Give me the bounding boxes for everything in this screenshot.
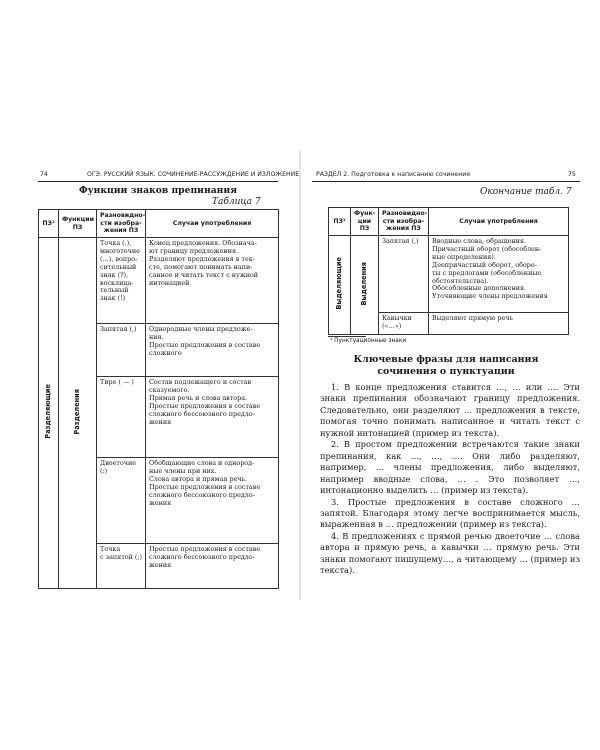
cell-line: («…»): [382, 321, 402, 330]
key-phrases-text: [320, 382, 580, 577]
left-header-rule: [38, 181, 278, 182]
cell-line: Точка (.),: [100, 239, 132, 247]
cell-line: Простые предложения в составе: [149, 401, 261, 410]
cell-line: ют границу предложения.: [149, 246, 239, 255]
cell-line: Однородные члены предложе-: [149, 325, 253, 333]
cell-line: знак (?),: [100, 270, 129, 279]
cell-line: тельный: [100, 286, 129, 295]
cell-line: санное и читать текст с нужной: [149, 270, 259, 279]
cell-line: многоточие: [100, 246, 140, 255]
left-table-header-row: [39, 210, 279, 238]
header-functions: Функ-ции ПЗ: [351, 208, 379, 236]
function-label: Разделения: [72, 388, 81, 435]
table-row: [39, 238, 279, 324]
cell-line: Прямая речь и слова автора.: [149, 393, 248, 402]
mark-cell: [97, 324, 146, 377]
usage-cell: [429, 236, 569, 313]
left-table-title: Функции знаков препинания: [79, 185, 237, 196]
left-page-number: 74: [40, 171, 48, 178]
cell-line: жения: [149, 417, 172, 426]
cell-line: ты с предлогами (обособленные: [432, 268, 542, 277]
usage-cell: [146, 544, 279, 589]
cell-line: Простые предложения в составе: [149, 340, 261, 349]
cell-line: Запятая (,): [100, 325, 137, 333]
mark-cell: [379, 236, 429, 313]
cell-line: сительный: [100, 262, 137, 271]
cell-line: с запятой (;): [100, 552, 143, 561]
cell-line: сложного бессоюзного предло-: [149, 490, 255, 499]
cell-line: ния.: [149, 332, 164, 341]
cell-line: обстоятельства).: [432, 276, 489, 285]
left-punctuation-table: [38, 209, 279, 589]
header-usage: Случаи употребления: [146, 210, 279, 238]
left-table-label: Таблица 7: [212, 197, 261, 207]
mark-cell: [97, 238, 146, 324]
cell-line: сложного бессоюзного предло-: [149, 552, 255, 561]
right-header-rule: [312, 181, 580, 182]
cell-line: Разделяют предложения в тек-: [149, 254, 255, 263]
cell-line: Конец предложения. Обознача-: [149, 239, 257, 247]
footnote-rule: [328, 336, 366, 337]
group-label: Выделяющие: [334, 257, 343, 310]
header-pz: ПЗ¹: [329, 208, 351, 236]
cell-line: сте, помогают понимать напи-: [149, 262, 253, 271]
section-title-line: Ключевые фразы для написания: [353, 354, 539, 365]
right-punctuation-table: [328, 207, 569, 335]
cell-line: Уточняющие члены предложения: [432, 292, 548, 301]
table-row: [329, 236, 569, 313]
cell-line: Деепричастный оборот, оборо-: [432, 260, 537, 269]
right-table-header-row: [329, 208, 569, 236]
header-functions: Функции ПЗ: [59, 210, 97, 238]
cell-line: Запятая (,): [382, 237, 419, 245]
cell-line: Простые предложения в составе: [149, 482, 261, 491]
cell-line: Простые предложения в составе: [149, 545, 261, 553]
cell-line: Тире ( — ): [100, 378, 134, 386]
function-cell: [351, 236, 379, 335]
section-title: [312, 354, 580, 378]
cell-line: Обобщающие слова и однород-: [149, 459, 255, 467]
cell-line: сложного бессоюзного предло-: [149, 409, 255, 418]
usage-cell: [146, 458, 279, 544]
cell-line: жения: [149, 498, 172, 507]
group-cell: [329, 236, 351, 335]
header-variants: Разновидно-сти изобра-жения ПЗ: [379, 208, 429, 236]
function-label: Выделения: [359, 261, 368, 306]
cell-line: Двоеточие (:): [100, 459, 137, 475]
footnote: ¹ Пунктуационные знаки: [330, 338, 407, 344]
mark-cell: [97, 544, 146, 589]
mark-cell: [97, 377, 146, 458]
cell-line: восклица-: [100, 278, 134, 287]
cell-line: Обособленные дополнения.: [432, 284, 527, 293]
left-running-head: ОГЭ. РУССКИЙ ЯЗЫК. СОЧИНЕНИЕ-РАССУЖДЕНИЕ И ИЗЛОЖЕНИЕ: [87, 171, 300, 178]
usage-cell: [146, 377, 279, 458]
cell-line: ные члены при них.: [149, 466, 217, 475]
cell-line: знак (!): [100, 294, 126, 303]
mark-cell: [97, 458, 146, 544]
paragraph: 1. В конце предложения ставится …, … или …. Эти знаки препинания обозначают границу предложения. Следовательно, они разделяют … предложения в тексте, помогая точно понимать написанное и читать текст с нужной интонацией (пример из текста).: [320, 382, 580, 438]
section-title-line: сочинения о пунктуации: [377, 366, 515, 377]
cell-line: (…), вопро-: [100, 254, 138, 263]
usage-cell: [146, 238, 279, 324]
cell-line: сложного: [149, 348, 182, 357]
cell-line: Вводные слова, обращения.: [432, 237, 527, 245]
header-pz: ПЗ¹: [39, 210, 59, 238]
header-usage: Случаи употребления: [429, 208, 569, 236]
cell-line: сказуемого.: [149, 385, 190, 394]
function-cell: [59, 238, 97, 589]
header-variants: Разновидно-сти изобра-жения ПЗ: [97, 210, 146, 238]
group-label: Разделяющие: [43, 384, 52, 439]
cell-line: интонацией: [149, 278, 190, 287]
cell-line: ные определения).: [432, 252, 496, 261]
right-running-head: РАЗДЕЛ 2. Подготовка к написанию сочинения: [316, 171, 470, 178]
cell-line: Кавычки: [382, 314, 412, 322]
cell-line: Слова автора и прямая речь.: [149, 474, 248, 483]
usage-cell: [146, 324, 279, 377]
usage-cell: [429, 313, 569, 335]
cell-line: Точка: [100, 545, 121, 553]
cell-line: Причастный оборот (обособлен-: [432, 244, 542, 253]
mark-cell: [379, 313, 429, 335]
book-gutter: [299, 150, 301, 600]
group-cell: [39, 238, 59, 589]
cell-line: жения: [149, 560, 172, 569]
right-page-number: 75: [568, 171, 576, 178]
cell-line: Выделяют прямую речь: [432, 314, 514, 322]
paragraph: 2. В простом предложении встречаются такие знаки препинания, как …, …, …. Они либо разделяют, например, … члены предложения, либо выделяют, например вводные слова, … . Это позволяет …, интонационно выделить … (пример из текста).: [320, 439, 580, 496]
right-table-label: Окончание табл. 7: [480, 187, 572, 197]
cell-line: Состав подлежащего и состав: [149, 378, 252, 386]
paragraph: 4. В предложениях с прямой речью двоеточие … слова автора и прямую речь, а кавычки … прямую речь. Эти знаки помогают пишущему…, а читающему … (пример из текста).: [320, 530, 580, 576]
paragraph: 3. Простые предложения в составе сложного … запятой. Благодаря этому легче воспринимается мысль, выраженная в … предложении (пример из текста).: [320, 496, 580, 530]
